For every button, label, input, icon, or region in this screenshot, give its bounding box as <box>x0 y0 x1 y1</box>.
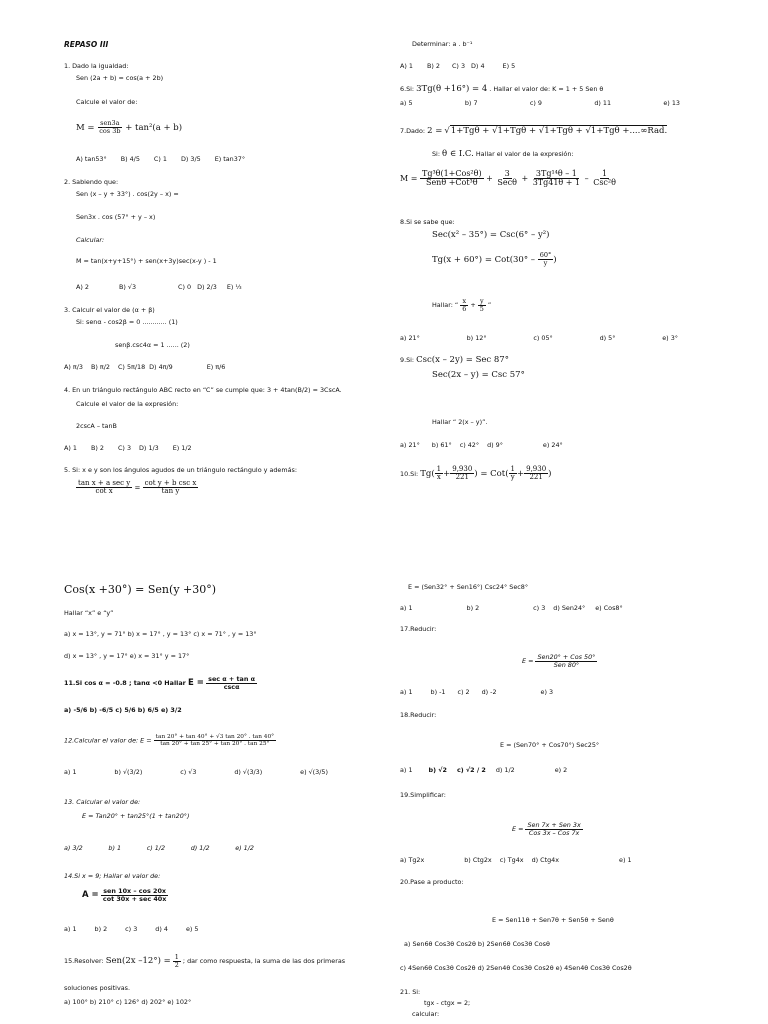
q6-line: 6.Si: 3Tg(θ +16°) = 4 . Hallar el valor de: K = 1 + 5 Sen θ <box>400 84 604 94</box>
q2-equation-2: Sen3x . cos (57° + y – x) <box>76 213 156 221</box>
q17-stem: 17.Reducir: <box>400 625 437 633</box>
q4-options: A) 1 B) 2 C) 3 D) 1/3 E) 1/2 <box>64 444 192 452</box>
q20-stem: 20.Pase a producto: <box>400 878 464 886</box>
q7-condition: Si: θ ∈ I.C. Hallar el valor de la expresión: <box>432 149 574 159</box>
q14-options: a) 1 b) 2 c) 3 d) 4 e) 5 <box>64 925 199 933</box>
q9-line-2: Sec(2x – y) = Csc 57° <box>432 370 525 380</box>
q3-stem: 3. Calculr el valor de (α + β) <box>64 306 155 314</box>
cos-equation: Cos(x +30°) = Sen(y +30°) <box>64 583 217 596</box>
q17-options: a) 1 b) -1 c) 2 d) -2 e) 3 <box>400 688 554 696</box>
q8-equation-2: Tg(x + 60°) = Cot(30° – $\frac{60^\circ}{y}$ ) <box>432 251 557 267</box>
q2-equation-1: Sen (x – y + 33°) . cos(2y – x) = <box>76 190 179 198</box>
q19-stem: 19.Simplificar: <box>400 791 446 799</box>
q3-equation-2: senβ.csc4α = 1 ...... (2) <box>115 341 190 349</box>
q21-ask: calcular: <box>412 1010 440 1018</box>
q5-stem: 5. Si: x e y son los ángulos agudos de un triángulo rectángulo y además: <box>64 466 297 474</box>
q14-expression: A = $\frac{\text{sen 10x – cos 20x}}{\cot 30x + \sec 40x}$ <box>82 887 167 903</box>
q2-ask: Calcular: <box>76 236 105 244</box>
q20-options-2: c) 4Sen6θ Cos3θ Cos2θ d) 2Sen4θ Cos3θ Cos2θ e) 4Sen4θ Cos3θ Cos2θ <box>400 964 632 972</box>
q1-equation: Sen (2a + b) = cos(a + 2b) <box>76 74 164 82</box>
q8-options: a) 21° b) 12° c) 05° d) 5° e) 3° <box>400 334 678 342</box>
q3-options: A) π/3 B) π/2 C) 5π/18 D) 4π/9 E) π/6 <box>64 363 226 371</box>
cos-options-1: a) x = 13°, y = 71° b) x = 17° , y = 13° c) x = 71° , y = 13° <box>64 630 257 638</box>
q18-equation: E = (Sen70° + Cos70°) Sec25° <box>500 741 600 749</box>
q10-line: 10.Si: Tg( $\frac{1}{x}$ + $\frac{9,930}{221}$ ) = Cot( $\frac{1}{y}$ + $\frac{9,930}{221}$ ) <box>400 465 552 482</box>
q13-options: a) 3/2 b) 1 c) 1/2 d) 1/2 e) 1/2 <box>64 844 254 852</box>
q13-equation: E = Tan20° + tan25°(1 + tan20°) <box>82 812 190 820</box>
q4-stem: 4. En un triángulo rectángulo ABC recto en “C” se cumple que: 3 + 4tan(B/2) = 3CscA. <box>64 386 342 394</box>
q9-ask: Hallar “ 2(x – y)”. <box>432 418 488 426</box>
cos-ask: Hallar “x” e “y” <box>64 609 114 617</box>
q17-expression: E = $\frac{\text{Sen20° + Cos 50°}}{\text{Sen 80°}}$ <box>522 653 596 669</box>
q2-options: A) 2 B) √3 C) 0 D) 2/3 E) ⅓ <box>76 283 242 291</box>
q18-stem: 18.Reducir: <box>400 711 437 719</box>
q13-stem: 13. Calcular el valor de: <box>64 798 141 806</box>
q7-line: 7.Dado: 2 = √1+Tgθ + √1+Tgθ + √1+Tgθ + √1+Tgθ +....∞Rad. <box>400 126 668 136</box>
page-title: REPASO III <box>64 40 109 49</box>
q19-options: a) Tg2x b) Ctg2x c) Tg4x d) Ctg4x e) 1 <box>400 856 632 864</box>
q7-expression: M = $\frac{\text{Tg³θ(1+Cos²θ)}}{\text{Senθ +Cot³θ}}$ + $\frac{3}{\text{Secθ}}$ + $\frac{\text{3Tg¹⁴θ – 1}}{3Tg41\theta + 1}$ – $\frac{1}{\text{Csc²θ}}$ <box>400 169 616 188</box>
determine-line: Determinar: a . b⁻¹ <box>412 40 473 48</box>
q20-equation: E = Sen11θ + Sen7θ + Sen5θ + Senθ <box>492 916 614 924</box>
det-options: A) 1 B) 2 C) 3 D) 4 E) 5 <box>400 62 516 70</box>
q16-options: a) 1 b) 2 c) 3 d) Sen24° e) Cos8° <box>400 604 623 612</box>
q2-expression: M = tan(x+y+15°) + sen(x+3y)sec(x-y ) - 1 <box>76 257 217 265</box>
q21-equation: tgx - ctgx = 2; <box>424 999 471 1007</box>
q19-expression: E = $\frac{\text{Sen 7x + Sen 3x}}{\text{Cos 3x – Cos 7x}}$ <box>512 821 581 837</box>
q21-stem: 21. Si: <box>400 988 421 996</box>
q1-stem: 1. Dado la igualdad: <box>64 62 129 70</box>
q2-stem: 2. Sabiendo que: <box>64 178 119 186</box>
q9-line-1: 9.Si: Csc(x – 2y) = Sec 87° <box>400 355 509 365</box>
q15-options: a) 100° b) 210° c) 126° d) 202° e) 102° <box>64 998 192 1006</box>
q8-ask: Hallar: “ $\frac{x}{6}$ + $\frac{y}{5}$ ” <box>432 297 492 313</box>
cos-options-2: d) x = 13° , y = 17° e) x = 31° y = 17° <box>64 652 190 660</box>
q1-ask: Calcule el valor de: <box>76 98 138 106</box>
q16-equation: E = (Sen32° + Sen16°) Csc24° Sec8° <box>408 583 529 591</box>
q14-stem: 14.Si x = 9; Hallar el valor de: <box>64 872 161 880</box>
q5-equation: $\frac{\text{tan x + a sec y}}{\text{cot x}}$ = $\frac{\text{cot y + b csc x}}{\text{tan y}}$ <box>78 479 197 496</box>
q8-equation-1: Sec(x² – 35°) = Csc(6° – y²) <box>432 230 550 240</box>
q3-equation-1: Si: senα - cos2β = 0 ............ (1) <box>76 318 178 326</box>
q12-line: 12.Calcular el valor de: E = $\frac{\tan 20^\circ + \tan 40^\circ + √3 \tan 20^\circ . \tan 40^\circ}{\tan 20^\circ + \tan 25^\circ + \tan 20^\circ . \tan 25^\circ}$ <box>64 734 275 748</box>
q15-line: 15.Resolver: Sen(2x –12°) = $\frac{1}{2}$ ; dar como respuesta, la suma de las dos primeras <box>64 953 346 969</box>
q20-options-1: a) Sen6θ Cos3θ Cos2θ b) 2Sen6θ Cos3θ Cosθ <box>404 940 550 948</box>
q9-options: a) 21° b) 61° c) 42° d) 9° e) 24° <box>400 441 563 449</box>
q8-stem: 8.Si se sabe que: <box>400 218 455 226</box>
q11-options: a) -5/6 b) -6/5 c) 5/6 b) 6/5 e) 3/2 <box>64 706 182 714</box>
q1-options: A) tan53° B) 4/5 C) 1 D) 3/5 E) tan37° <box>76 155 246 163</box>
q12-options: a) 1 b) √(3/2) c) √3 d) √(3/3) e) √(3/5) <box>64 768 328 776</box>
q1-expression: M = $\frac{\text{sen3a}}{\cos 3b}$ + tan²(a + b) <box>76 119 183 135</box>
q15-tail: soluciones positivas. <box>64 984 131 992</box>
q18-options: a) 1 b) √2 c) √2 / 2 d) 1/2 e) 2 <box>400 766 568 774</box>
q11-line: 11.Si cos α = -0.8 ; tanα <0 Hallar E = $\frac{\text{sec α + tan α}}{\csc\alpha}$ <box>64 675 256 691</box>
q4-expression: 2cscA – tanB <box>76 422 117 430</box>
q6-options: a) 5 b) 7 c) 9 d) 11 e) 13 <box>400 99 680 107</box>
q4-ask: Calcule el valor de la expresión: <box>76 400 179 408</box>
